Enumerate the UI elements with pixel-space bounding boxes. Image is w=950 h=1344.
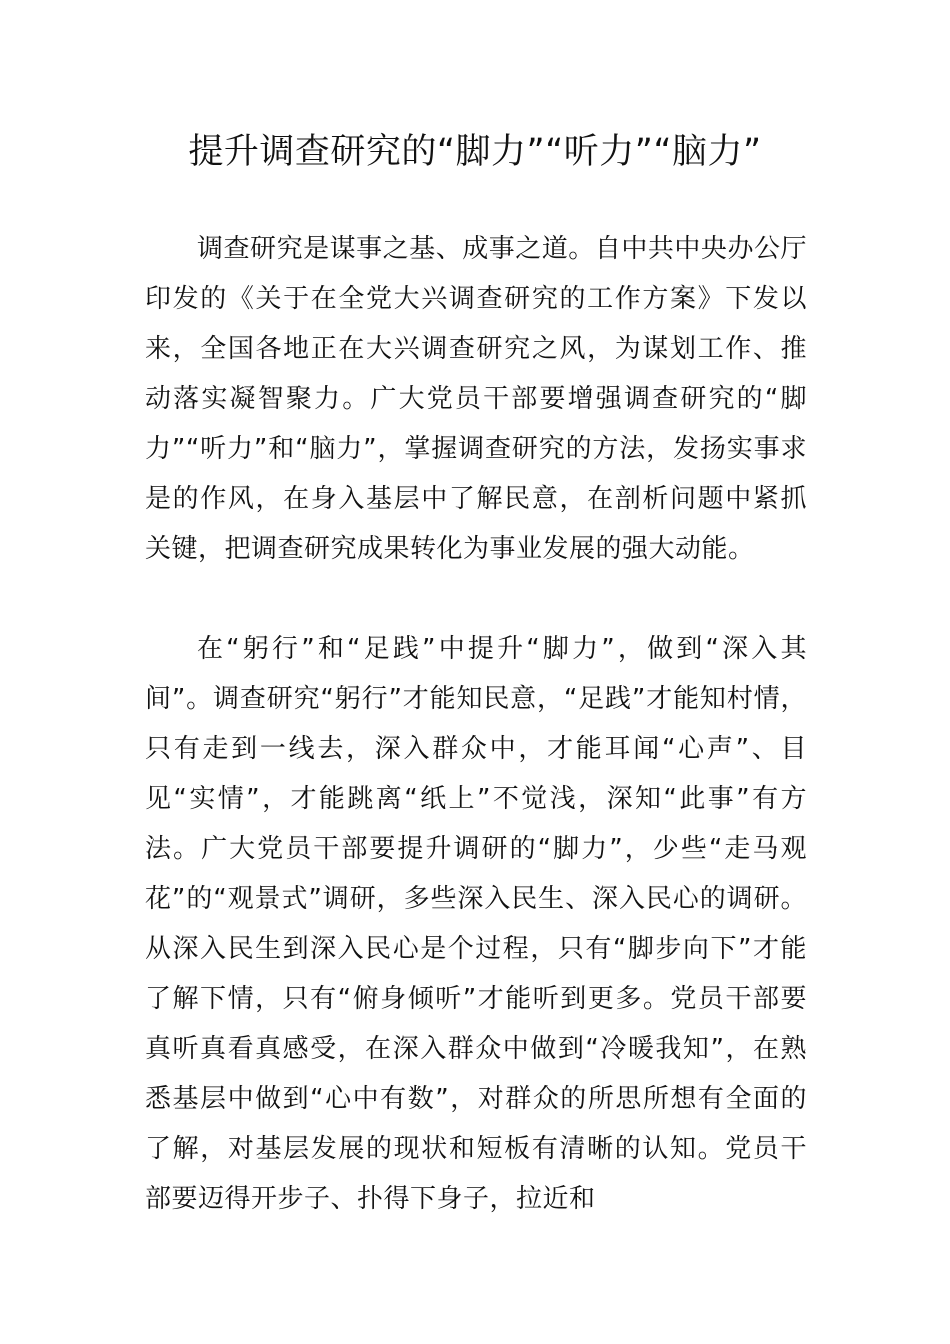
paragraph-footwork: 在“躬行”和“足践”中提升“脚力”，做到“深入其间”。调查研究“躬行”才能知民意，“足践”才能知村情，只有走到一线去，深入群众中，才能耳闻“心声”、目见“实情”，才能跳离“纸上”不觉浅，深知“此事”有方法。广大党员干部要提升调研的“脚力”，少些“走马观花”的“观景式”调研，多些深入民生、深入民心的调研。从深入民生到深入民心是个过程，只有“脚步向下”才能了解下情，只有“俯身倾听”才能听到更多。党员干部要真听真看真感受，在深入群众中做到“冷暖我知”，在熟悉基层中做到“心中有数”，对群众的所思所想有全面的了解，对基层发展的现状和短板有清晰的认知。党员干部要迈得开步子、扑得下身子，拉近和 [145,634,807,1214]
paragraph-intro: 调查研究是谋事之基、成事之道。自中共中央办公厅印发的《关于在全党大兴调查研究的工作方案》下发以来，全国各地正在大兴调查研究之风，为谋划工作、推动落实凝智聚力。广大党员干部要增强调查研究的“脚力”“听力”和“脑力”，掌握调查研究的方法，发扬实事求是的作风，在身入基层中了解民意，在剖析问题中紧抓关键，把调查研究成果转化为事业发展的强大动能。 [145,234,807,564]
document-title: 提升调查研究的“脚力”“听力”“脑力” [188,132,762,172]
